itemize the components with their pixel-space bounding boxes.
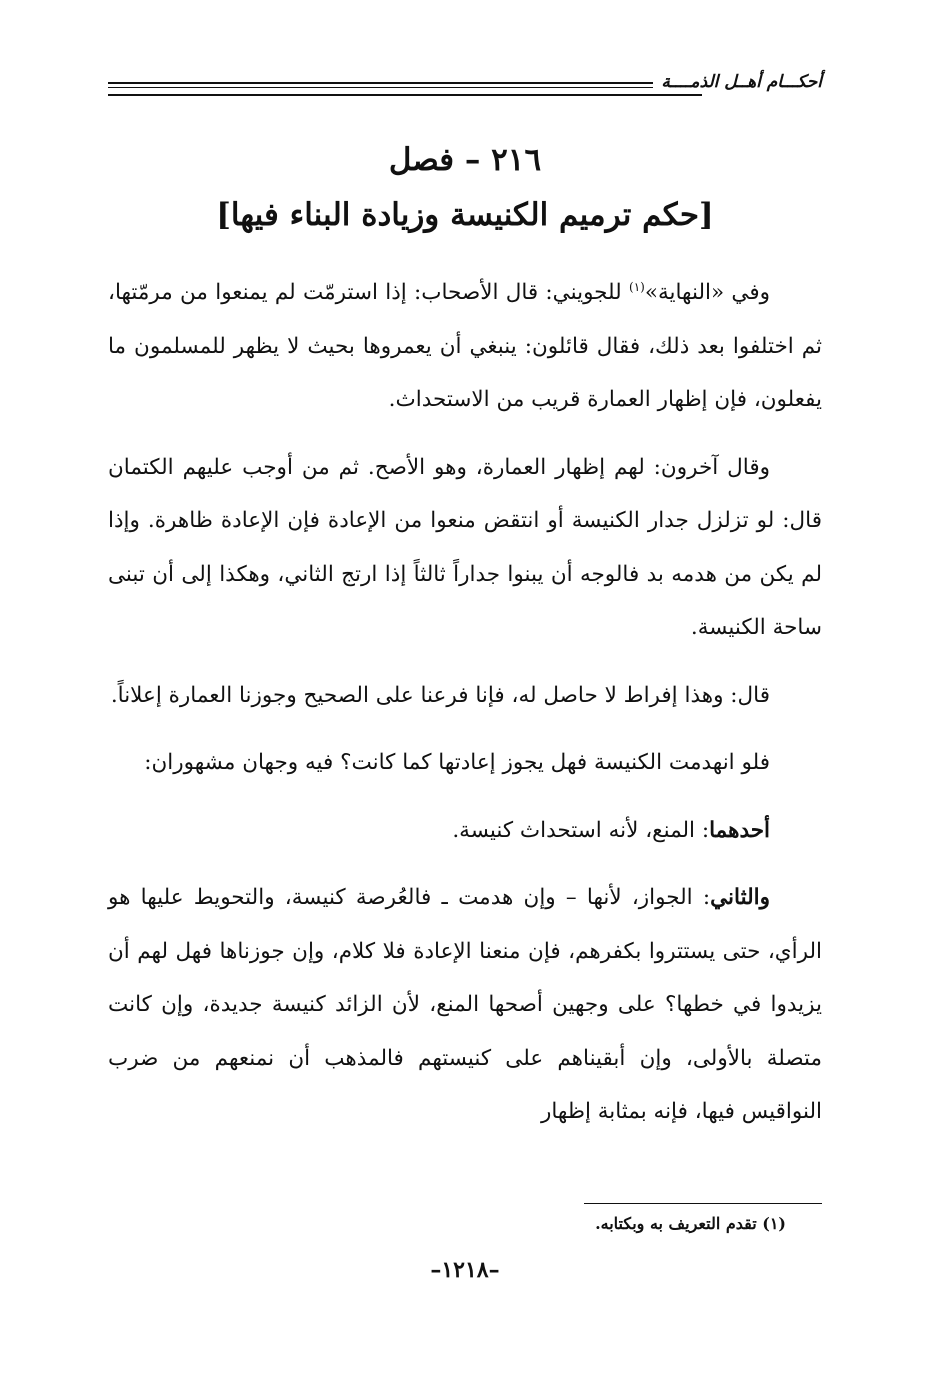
section-title: [حكم ترميم الكنيسة وزيادة البناء فيها] (216, 197, 714, 233)
paragraph-6-lead: والثاني (710, 885, 770, 910)
footnote-reference: (١) (629, 279, 645, 294)
paragraph-4: فلو انهدمت الكنيسة فهل يجوز إعادتها كما كانت؟ فيه وجهان مشهوران: (144, 750, 770, 775)
paragraph-5-lead: أحدهما (709, 817, 770, 843)
running-header (108, 66, 822, 102)
footnote: (١) تقدم التعريف به وبكتابه. (595, 1214, 786, 1233)
paragraph-1-text-after: للجويني: قال الأصحاب: إذا استرمّت لم يمنعوا من مرمّتها، ثم اختلفوا بعد ذلك، فقال قائلون: ينبغي أن يعمروها بحيث لا يظهر للمسلمون ما يفعلون، فإن إظهار العمارة قريب من الاستحداث. (108, 280, 822, 412)
running-title: أحكـــام أهــل الذمــــة (653, 72, 822, 92)
body-text (108, 266, 822, 1153)
paragraph-3: قال: وهذا إفراط لا حاصل له، فإنا فرعنا على الصحيح وجوزنا العمارة إعلاناً. (110, 682, 770, 708)
section-number: ٢١٦ – فصل (388, 142, 542, 178)
paragraph-1 (108, 266, 822, 427)
footnote-separator (584, 1203, 822, 1204)
header-rule (108, 82, 702, 96)
paragraph-2: وقال آخرون: لهم إظهار العمارة، وهو الأصح. ثم من أوجب عليهم الكتمان قال: لو تزلزل جدار الكنيسة أو انتقض منعوا من الإعادة فإن الإعادة ظاهرة. وإذا لم يكن من هدمه بد فالوجه أن يبنوا جداراً ثالثاً إذا ارتج الثاني، وهكذا إلى أن تبنى ساحة الكنيسة. (108, 454, 822, 640)
header-rule-middle (108, 87, 702, 88)
paragraph-5 (108, 804, 822, 858)
paragraph-5-text: : المنع، لأنه استحداث كنيسة. (452, 817, 710, 843)
section-heading (108, 136, 822, 246)
paragraph-6-text: : الجواز، لأنها – وإن هدمت ـ فالعُرصة كنيسة، والتحويط عليها هو الرأي، حتى يستتروا بكفرهم، فإن منعنا الإعادة فلا كلام، وإن جوزناها فهل لهم أن يزيدوا في خطها؟ على وجهين أصحها المنع، لأن الزائد كنيسة جديدة، وإن كانت متصلة بالأولى، وإن أبقيناهم على كنيستهم فالمذهب أن نمنعهم من ضرب النواقيس فيها، فإنه بمثابة إظهار (108, 885, 822, 1124)
page-number: –١٢١٨– (430, 1257, 500, 1283)
paragraph-6 (108, 871, 822, 1139)
paragraph-1-text-before: وفي «النهاية» (644, 280, 770, 305)
